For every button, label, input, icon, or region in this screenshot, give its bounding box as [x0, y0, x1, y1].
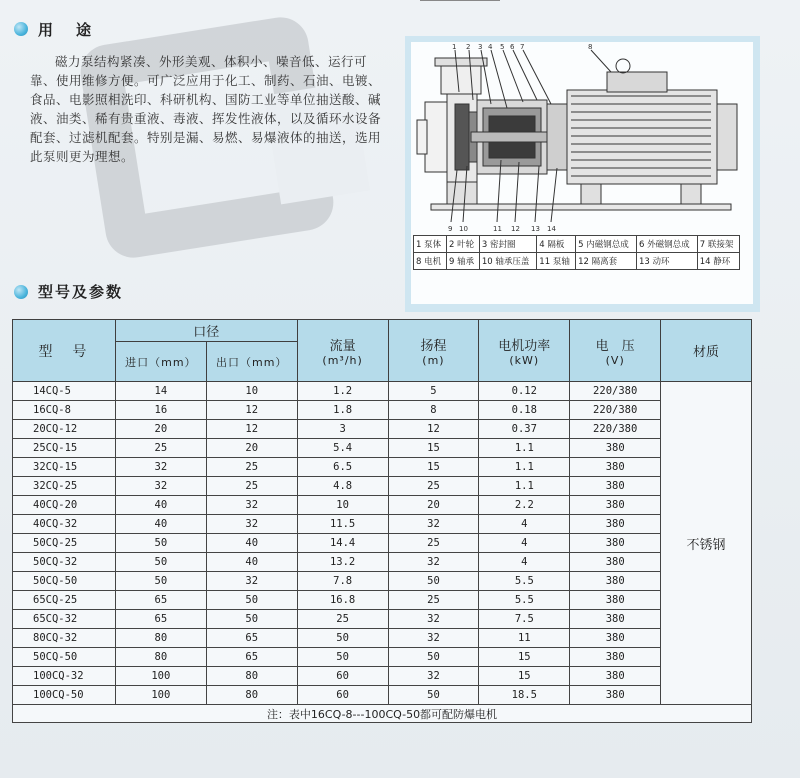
params-bullet-icon [14, 285, 28, 299]
cell-inlet: 80 [115, 648, 206, 667]
header-port: 口径 [115, 320, 297, 342]
cell-head: 32 [388, 610, 479, 629]
table-row [13, 458, 752, 477]
cell-outlet: 25 [206, 458, 297, 477]
cell-inlet: 50 [115, 572, 206, 591]
cell-model: 50CQ-25 [13, 534, 116, 553]
cell-voltage: 380 [570, 496, 661, 515]
cell-voltage: 220/380 [570, 401, 661, 420]
usage-bullet-icon [14, 22, 28, 36]
cell-flow: 1.8 [297, 401, 388, 420]
cell-flow: 14.4 [297, 534, 388, 553]
cell-outlet: 10 [206, 382, 297, 401]
table-row [13, 401, 752, 420]
top-edge-mark [420, 0, 500, 5]
cell-head: 12 [388, 420, 479, 439]
cell-power: 2.2 [479, 496, 570, 515]
cell-outlet: 50 [206, 591, 297, 610]
cell-voltage: 220/380 [570, 420, 661, 439]
legend-item: 4 隔板 [537, 236, 576, 253]
cell-power: 5.5 [479, 591, 570, 610]
callout-8: 8 [588, 43, 593, 51]
cell-model: 20CQ-12 [13, 420, 116, 439]
cell-flow: 13.2 [297, 553, 388, 572]
cell-voltage: 380 [570, 458, 661, 477]
header-material: 材质 [661, 320, 752, 382]
table-row [13, 553, 752, 572]
cell-voltage: 380 [570, 477, 661, 496]
cell-inlet: 50 [115, 534, 206, 553]
cell-head: 25 [388, 591, 479, 610]
cell-flow: 4.8 [297, 477, 388, 496]
cell-head: 15 [388, 439, 479, 458]
legend-item: 7 联接架 [697, 236, 739, 253]
cell-head: 15 [388, 458, 479, 477]
pump-cross-section-drawing [411, 42, 753, 234]
table-row [13, 477, 752, 496]
cell-outlet: 12 [206, 420, 297, 439]
cell-voltage: 380 [570, 667, 661, 686]
legend-row [414, 236, 740, 253]
callout-11: 11 [493, 225, 502, 233]
legend-item: 11 泵轴 [537, 253, 576, 270]
cell-voltage: 380 [570, 591, 661, 610]
cell-flow: 1.2 [297, 382, 388, 401]
cell-outlet: 32 [206, 572, 297, 591]
cell-head: 32 [388, 629, 479, 648]
cell-model: 50CQ-50 [13, 648, 116, 667]
cell-model: 100CQ-50 [13, 686, 116, 705]
params-table-wrap [12, 319, 752, 723]
cell-voltage: 380 [570, 553, 661, 572]
cell-flow: 60 [297, 686, 388, 705]
cell-model: 14CQ-5 [13, 382, 116, 401]
header-model: 型 号 [13, 320, 116, 382]
cell-head: 32 [388, 515, 479, 534]
cell-power: 7.5 [479, 610, 570, 629]
cell-flow: 16.8 [297, 591, 388, 610]
header-flow: 流量 (m³/h) [297, 320, 388, 382]
legend-item: 2 叶轮 [446, 236, 479, 253]
legend-item: 1 泵体 [414, 236, 447, 253]
table-note-row [13, 705, 752, 723]
cell-model: 25CQ-15 [13, 439, 116, 458]
cell-model: 80CQ-32 [13, 629, 116, 648]
cell-inlet: 40 [115, 496, 206, 515]
cell-head: 5 [388, 382, 479, 401]
cell-flow: 60 [297, 667, 388, 686]
cell-flow: 6.5 [297, 458, 388, 477]
table-row [13, 515, 752, 534]
cell-inlet: 65 [115, 591, 206, 610]
parts-legend [413, 235, 740, 270]
table-row [13, 686, 752, 705]
usage-title: 用 途 [38, 21, 96, 39]
legend-item: 8 电机 [414, 253, 447, 270]
cell-model: 40CQ-32 [13, 515, 116, 534]
callout-2: 2 [466, 43, 471, 51]
callout-12: 12 [511, 225, 520, 233]
cell-inlet: 100 [115, 686, 206, 705]
cell-voltage: 380 [570, 629, 661, 648]
cell-model: 40CQ-20 [13, 496, 116, 515]
table-note: 注：表中16CQ-8---100CQ-50都可配防爆电机 [13, 705, 752, 723]
cell-power: 0.12 [479, 382, 570, 401]
cell-outlet: 40 [206, 534, 297, 553]
legend-item: 10 轴承压盖 [479, 253, 536, 270]
cell-inlet: 20 [115, 420, 206, 439]
cell-model: 65CQ-32 [13, 610, 116, 629]
cell-head: 32 [388, 553, 479, 572]
cell-flow: 7.8 [297, 572, 388, 591]
cell-head: 50 [388, 686, 479, 705]
cell-inlet: 25 [115, 439, 206, 458]
header-inlet: 进口（mm） [115, 342, 206, 382]
cell-voltage: 220/380 [570, 382, 661, 401]
cell-power: 0.18 [479, 401, 570, 420]
cell-power: 1.1 [479, 458, 570, 477]
legend-item: 12 隔离套 [576, 253, 637, 270]
cell-inlet: 80 [115, 629, 206, 648]
cell-flow: 5.4 [297, 439, 388, 458]
cell-inlet: 40 [115, 515, 206, 534]
cell-power: 5.5 [479, 572, 570, 591]
cell-voltage: 380 [570, 686, 661, 705]
table-row [13, 572, 752, 591]
header-head: 扬程 (m) [388, 320, 479, 382]
table-row [13, 439, 752, 458]
cell-voltage: 380 [570, 572, 661, 591]
cell-voltage: 380 [570, 515, 661, 534]
legend-item: 6 外磁钢总成 [636, 236, 697, 253]
legend-item: 3 密封圈 [479, 236, 536, 253]
cell-model: 50CQ-50 [13, 572, 116, 591]
cell-power: 18.5 [479, 686, 570, 705]
cell-voltage: 380 [570, 439, 661, 458]
cell-power: 4 [479, 553, 570, 572]
legend-item: 9 轴承 [446, 253, 479, 270]
params-table-body [13, 382, 752, 723]
callout-14: 14 [547, 225, 556, 233]
cell-outlet: 32 [206, 515, 297, 534]
callout-10: 10 [459, 225, 468, 233]
cell-head: 32 [388, 667, 479, 686]
cell-power: 0.37 [479, 420, 570, 439]
params-table [12, 319, 752, 723]
cell-head: 50 [388, 572, 479, 591]
cell-outlet: 32 [206, 496, 297, 515]
legend-row [414, 253, 740, 270]
table-row [13, 496, 752, 515]
cell-outlet: 50 [206, 610, 297, 629]
callout-1: 1 [452, 43, 457, 51]
cell-flow: 3 [297, 420, 388, 439]
cell-power: 4 [479, 515, 570, 534]
legend-item: 5 内磁钢总成 [576, 236, 637, 253]
cell-flow: 11.5 [297, 515, 388, 534]
cell-material: 不锈钢 [661, 382, 752, 705]
legend-item: 13 动环 [636, 253, 697, 270]
cell-model: 50CQ-32 [13, 553, 116, 572]
cell-flow: 50 [297, 648, 388, 667]
cell-inlet: 32 [115, 458, 206, 477]
cell-voltage: 380 [570, 534, 661, 553]
cell-head: 25 [388, 534, 479, 553]
callout-6: 6 [510, 43, 515, 51]
cell-head: 20 [388, 496, 479, 515]
header-power: 电机功率 (kW) [479, 320, 570, 382]
cell-inlet: 65 [115, 610, 206, 629]
cell-inlet: 50 [115, 553, 206, 572]
cell-head: 50 [388, 648, 479, 667]
table-row [13, 667, 752, 686]
cell-power: 1.1 [479, 439, 570, 458]
cell-power: 4 [479, 534, 570, 553]
table-row [13, 534, 752, 553]
table-row [13, 610, 752, 629]
cell-outlet: 80 [206, 667, 297, 686]
cell-outlet: 12 [206, 401, 297, 420]
cell-head: 8 [388, 401, 479, 420]
cell-flow: 10 [297, 496, 388, 515]
legend-item: 14 静环 [697, 253, 739, 270]
cell-power: 15 [479, 648, 570, 667]
cell-outlet: 25 [206, 477, 297, 496]
callout-13: 13 [531, 225, 540, 233]
header-outlet: 出口（mm） [206, 342, 297, 382]
callout-4: 4 [488, 43, 493, 51]
cell-voltage: 380 [570, 648, 661, 667]
table-row [13, 629, 752, 648]
cell-model: 16CQ-8 [13, 401, 116, 420]
cell-outlet: 65 [206, 648, 297, 667]
cell-power: 11 [479, 629, 570, 648]
cell-inlet: 32 [115, 477, 206, 496]
cell-flow: 50 [297, 629, 388, 648]
cell-outlet: 65 [206, 629, 297, 648]
cell-model: 65CQ-25 [13, 591, 116, 610]
cell-flow: 25 [297, 610, 388, 629]
callout-7: 7 [520, 43, 525, 51]
table-row [13, 648, 752, 667]
cell-outlet: 80 [206, 686, 297, 705]
callout-3: 3 [478, 43, 483, 51]
callout-5: 5 [500, 43, 505, 51]
cell-inlet: 14 [115, 382, 206, 401]
cell-voltage: 380 [570, 610, 661, 629]
table-row [13, 591, 752, 610]
cell-outlet: 40 [206, 553, 297, 572]
table-row [13, 382, 752, 401]
cell-inlet: 100 [115, 667, 206, 686]
cell-inlet: 16 [115, 401, 206, 420]
usage-description: 磁力泵结构紧凑、外形美观、体积小、噪音低、运行可靠、使用维修方便。可广泛应用于化工、制药、石油、电镀、食品、电影照相洗印、科研机构、国防工业等单位抽送酸、碱液、油类、稀有贵重液、毒液、挥发性液体，以及循环水设备配套、过滤机配套。特别是漏、易燃、易爆液体的抽送，选用此泵则更为理想。 [30, 54, 382, 164]
table-row [13, 420, 752, 439]
cell-model: 32CQ-15 [13, 458, 116, 477]
header-voltage: 电 压 (V) [570, 320, 661, 382]
cell-model: 100CQ-32 [13, 667, 116, 686]
cell-outlet: 20 [206, 439, 297, 458]
callout-9: 9 [448, 225, 453, 233]
cell-power: 15 [479, 667, 570, 686]
cell-power: 1.1 [479, 477, 570, 496]
params-title: 型号及参数 [38, 283, 124, 301]
cell-model: 32CQ-25 [13, 477, 116, 496]
cell-head: 25 [388, 477, 479, 496]
